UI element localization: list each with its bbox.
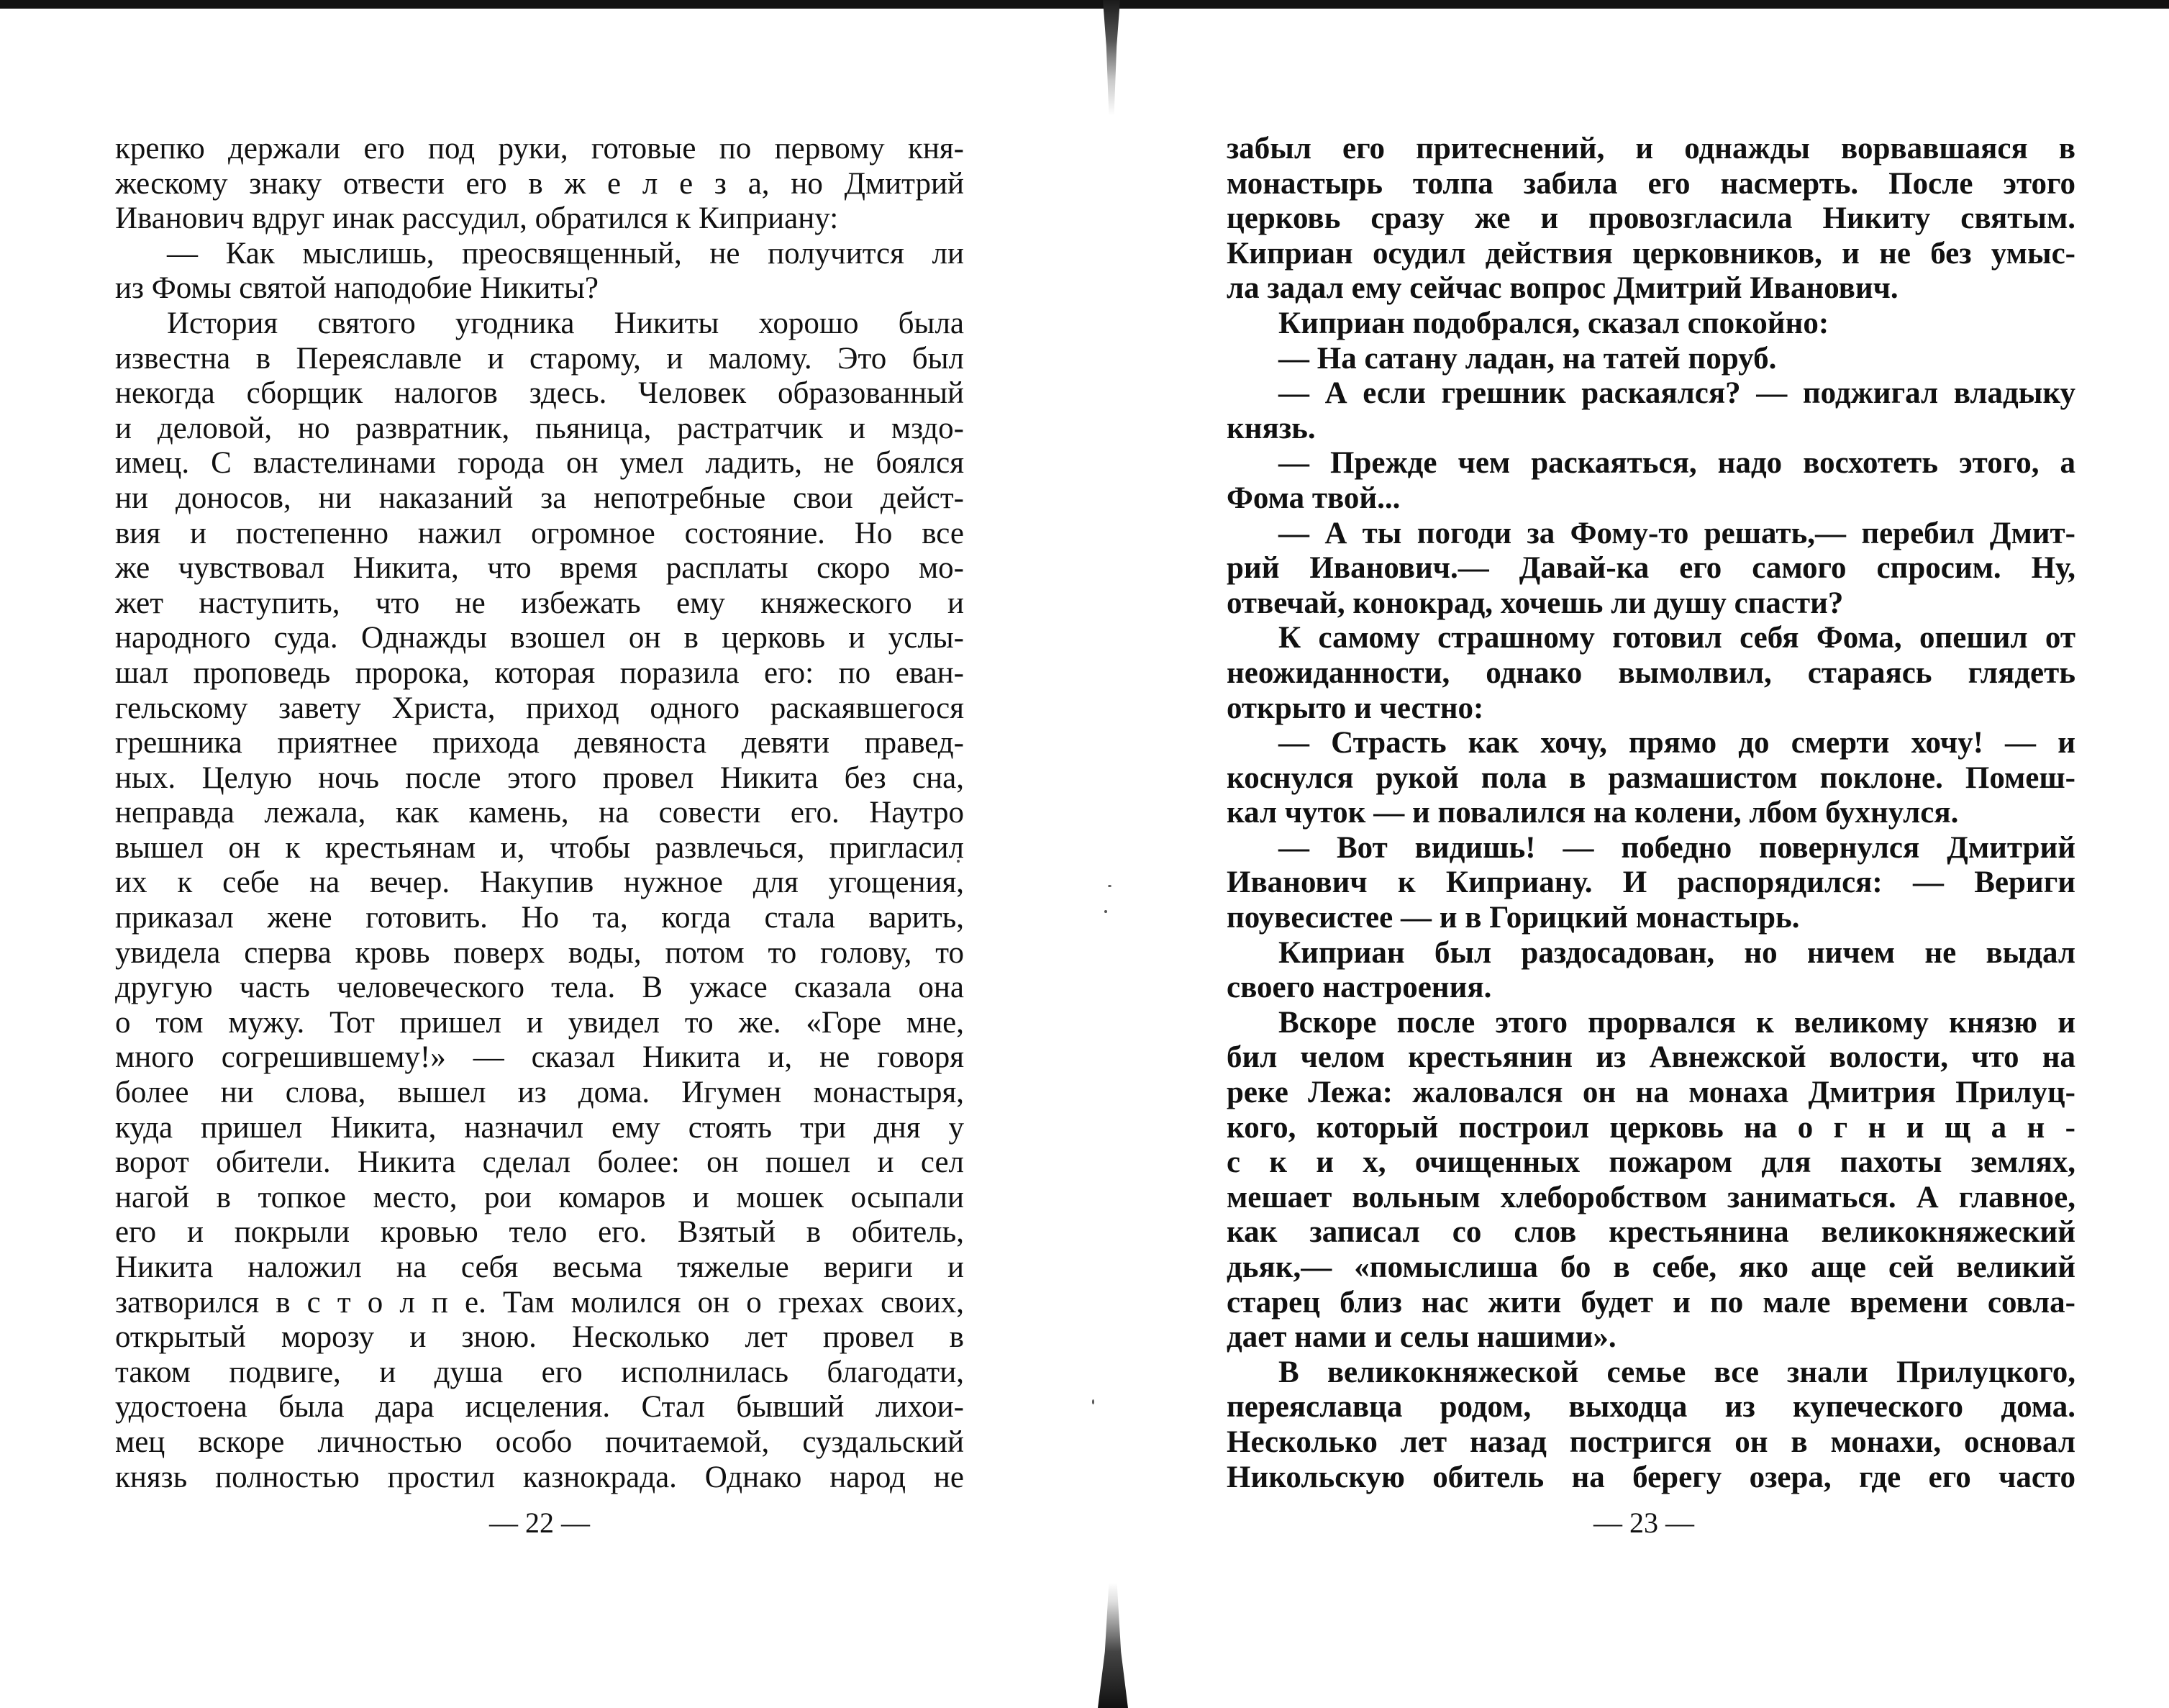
text-line: грешника приятнее прихода девяноста девяти правед-	[115, 726, 964, 760]
text-line: нагой в топкое место, рои комаров и мошек осыпали	[115, 1180, 964, 1214]
text-line: К самому страшному готовил себя Фома, опешил от	[1278, 621, 2075, 655]
text-line: князь.	[1227, 411, 1316, 445]
text-line: вия и постепенно нажил огромное состояние. Но все	[115, 516, 964, 550]
text-line: — Страсть как хочу, прямо до смерти хочу! — и	[1278, 726, 2075, 760]
book-gutter-shadow-top	[1090, 0, 1133, 115]
text-line: поувесистее — и в Горицкий монастырь.	[1227, 901, 1800, 935]
text-line: открытый морозу и зною. Несколько лет провел в	[115, 1320, 964, 1355]
text-line: ворот обители. Никита сделал более: он пошел и сел	[115, 1145, 964, 1180]
text-line: бил челом крестьянин из Авнежской волости, что на	[1227, 1040, 2075, 1075]
text-line: с к и х, очищенных пожаром для пахоты землях,	[1227, 1145, 2075, 1180]
text-line: как записал со слов крестьянина великокняжеский	[1227, 1215, 2075, 1250]
text-line: Киприан подобрался, сказал спокойно:	[1278, 306, 1829, 340]
text-line: рий Иванович.— Давай-ка его самого спросим. Ну,	[1227, 551, 2075, 586]
text-line: неожиданности, однако вымолвил, стараясь глядеть	[1227, 655, 2075, 690]
text-line: коснулся рукой пола в размашистом поклоне. Помеш-	[1227, 760, 2075, 795]
text-line: кал чуток — и повалился на колени, лбом бухнулся.	[1227, 796, 1959, 830]
text-line: Вскоре после этого прорвался к великому князю и	[1278, 1005, 2075, 1040]
text-line: В великокняжеской семье все знали Прилуцкого,	[1278, 1355, 2075, 1389]
text-line: некогда сборщик налогов здесь. Человек образованный	[115, 376, 964, 411]
text-line: гельскому завету Христа, приход одного раскаявшегося	[115, 691, 964, 725]
text-line: из Фомы святой наподобие Никиты?	[115, 271, 599, 306]
text-line: кого, который построил церковь на о г н и щ а н -	[1227, 1110, 2075, 1145]
text-line: и деловой, но развратник, пьяница, растратчик и мздо-	[115, 411, 964, 445]
text-line: ни доносов, ни наказаний за непотребные свои дейст-	[115, 481, 964, 515]
book-gutter-shadow-bottom	[1088, 1583, 1138, 1708]
text-line: таком подвиге, и душа его исполнилась благодати,	[115, 1355, 964, 1389]
text-line: Киприан осудил действия церковников, и не без умыс-	[1227, 236, 2075, 271]
right-page-text	[1227, 132, 2075, 1495]
text-line: имец. С властелинами города он умел ладить, не боялся	[115, 446, 964, 481]
text-line: Иванович вдруг инак рассудил, обратился к Киприану:	[115, 201, 839, 236]
text-line: монастырь толпа забила его насмерть. После этого	[1227, 166, 2075, 201]
scan-speck	[1108, 885, 1111, 887]
text-line: о том мужу. Тот пришел и увидел то же. «Горе мне,	[115, 1005, 964, 1040]
text-line: реке Лежа: жаловался он на монаха Дмитрия Прилуц-	[1227, 1076, 2075, 1110]
text-line: отвечай, конокрад, хочешь ли душу спасти?	[1227, 586, 1844, 620]
text-line: увидела сперва кровь поверх воды, потом то голову, то	[115, 935, 964, 970]
text-line: же чувствовал Никита, что время расплаты скоро мо-	[115, 551, 964, 586]
text-line: открыто и честно:	[1227, 691, 1484, 725]
text-line: удостоена была дара исцеления. Стал бывший лихои-	[115, 1390, 964, 1425]
text-line: известна в Переяславле и старому, и малому. Это был	[115, 341, 964, 376]
text-line: неправда лежала, как камень, на совести его. Наутро	[115, 796, 964, 830]
right-page-number: — 23 —	[1593, 1507, 1694, 1539]
text-line: дьяк,— «помыслиша бо в себе, яко аще сей великий	[1227, 1250, 2075, 1284]
text-line: более ни слова, вышел из дома. Игумен монастыря,	[115, 1076, 964, 1110]
text-line: куда пришел Никита, назначил ему стоять три дня у	[115, 1110, 964, 1145]
text-line: их к себе на вечер. Накупив нужное для угощения,	[115, 866, 964, 900]
text-line: церковь сразу же и провозгласила Никиту святым.	[1227, 201, 2075, 236]
text-line: — Прежде чем раскаяться, надо восхотеть этого, а	[1278, 446, 2075, 481]
text-line: ла задал ему сейчас вопрос Дмитрий Иванович.	[1227, 271, 1899, 306]
text-line: мец вскоре личностью особо почитаемой, суздальский	[115, 1425, 964, 1459]
scan-top-edge	[0, 0, 2169, 9]
text-line: старец близ нас жити будет и по мале времени совла-	[1227, 1285, 2075, 1319]
text-line: Фома твой...	[1227, 481, 1401, 515]
text-line: вышел он к крестьянам и, чтобы развлечься, пригласил	[115, 830, 964, 865]
text-line: жескому знаку отвести его в ж е л е з а, но Дмитрий	[115, 166, 964, 201]
text-line: История святого угодника Никиты хорошо была	[167, 306, 964, 340]
text-line: Иванович к Киприану. И распорядился: — Вериги	[1227, 866, 2075, 900]
text-line: дает нами и селы нашими».	[1227, 1320, 1616, 1355]
text-line: затворился в с т о л п е. Там молился он о грехах своих,	[115, 1285, 964, 1319]
text-line: народного суда. Однажды взошел он в церковь и услы-	[115, 621, 964, 655]
text-line: Несколько лет назад постригся он в монахи, основал	[1227, 1425, 2075, 1459]
text-line: Никольскую обитель на берегу озера, где его часто	[1227, 1460, 2075, 1494]
text-line: приказал жене готовить. Но та, когда стала варить,	[115, 901, 964, 935]
text-line: мешает вольным хлеборобством заниматься. А главное,	[1227, 1180, 2075, 1214]
text-line: — Как мыслишь, преосвященный, не получится ли	[167, 236, 964, 271]
left-page-text	[115, 132, 964, 1495]
left-page-number: — 22 —	[489, 1507, 590, 1539]
text-line: князь полностью простил казнокрада. Однако народ не	[115, 1460, 964, 1494]
text-line: крепко держали его под руки, готовые по первому кня-	[115, 132, 964, 165]
text-line: другую часть человеческого тела. В ужасе сказала она	[115, 971, 964, 1005]
text-line: переяславца родом, выходца из купеческого дома.	[1227, 1390, 2075, 1425]
text-line: жет наступить, что не избежать ему княжеского и	[115, 586, 964, 620]
scan-speck	[1104, 910, 1107, 913]
text-line: шал проповедь пророка, которая поразила его: по еван-	[115, 655, 964, 690]
text-line: — Вот видишь! — победно повернулся Дмитрий	[1278, 830, 2075, 865]
text-line: своего настроения.	[1227, 971, 1492, 1005]
scan-speck	[1092, 1399, 1094, 1404]
text-line: — А ты погоди за Фому-то решать,— перебил Дмит-	[1278, 516, 2075, 550]
text-line: его и покрыли кровью тело его. Взятый в обитель,	[115, 1215, 964, 1250]
text-line: много согрешившему!» — сказал Никита и, не говоря	[115, 1040, 964, 1075]
text-line: Киприан был раздосадован, но ничем не выдал	[1278, 935, 2075, 970]
text-line: Никита наложил на себя весьма тяжелые вериги и	[115, 1250, 964, 1284]
text-line: — А если грешник раскаялся? — поджигал владыку	[1278, 376, 2075, 411]
text-line: ных. Целую ночь после этого провел Никита без сна,	[115, 760, 964, 795]
text-line: забыл его притеснений, и однажды ворвавшаяся в	[1227, 132, 2075, 165]
text-line: — На сатану ладан, на татей поруб.	[1278, 341, 1777, 376]
